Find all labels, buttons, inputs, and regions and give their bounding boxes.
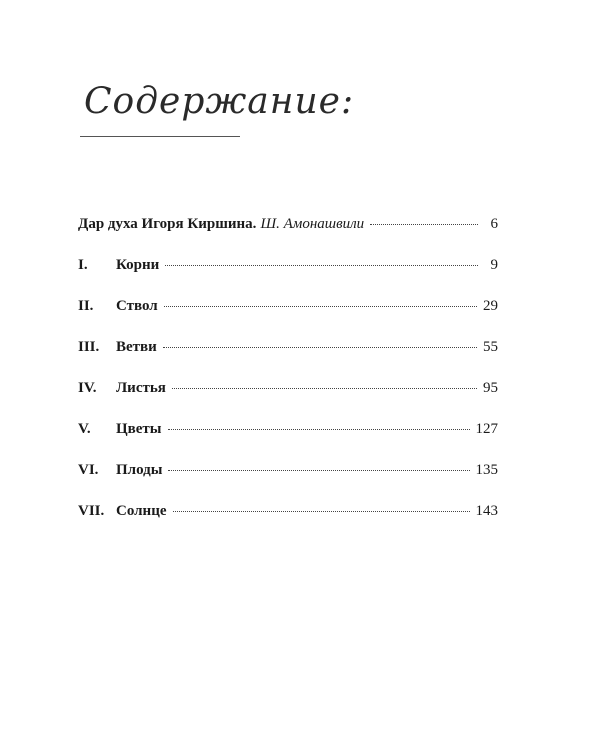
dot-leader	[370, 224, 478, 225]
toc-entry-5[interactable]	[78, 421, 498, 462]
dot-leader	[173, 511, 470, 512]
toc-entry-7[interactable]	[78, 503, 498, 544]
toc-page-number: 95	[483, 380, 498, 396]
chapter-number: I.	[78, 257, 88, 273]
dot-leader	[172, 388, 477, 389]
toc-entry-4[interactable]	[78, 380, 498, 421]
toc-entry-title: Ветви	[116, 339, 157, 355]
title-underline	[80, 136, 240, 137]
toc-entry-title: Ствол	[116, 298, 158, 314]
toc-entry-author: Ш. Амонашвили	[260, 216, 365, 232]
toc-page-number: 6	[490, 216, 498, 232]
toc-entry-3[interactable]	[78, 339, 498, 380]
toc-entry-title: Цветы	[116, 421, 162, 437]
dot-leader	[164, 306, 477, 307]
toc-entry-1[interactable]	[78, 257, 498, 298]
toc-page-number: 135	[475, 462, 498, 478]
table-of-contents	[78, 216, 498, 544]
dot-leader	[168, 470, 469, 471]
chapter-number: VI.	[78, 462, 99, 478]
toc-page-number: 127	[475, 421, 498, 437]
toc-entry-title: Корни	[116, 257, 160, 273]
toc-entry-title: Плоды	[116, 462, 163, 478]
toc-page-number: 143	[475, 503, 498, 519]
page-title: Содержание:	[84, 81, 355, 122]
chapter-number: IV.	[78, 380, 97, 396]
toc-page-number: 9	[490, 257, 498, 273]
toc-entry-intro[interactable]	[78, 216, 498, 257]
dot-leader	[165, 265, 478, 266]
chapter-number: V.	[78, 421, 91, 437]
chapter-number: III.	[78, 339, 100, 355]
chapter-number: VII.	[78, 503, 105, 519]
dot-leader	[168, 429, 470, 430]
dot-leader	[163, 347, 477, 348]
toc-page-number: 29	[483, 298, 498, 314]
toc-page-number: 55	[483, 339, 498, 355]
toc-entry-title: Солнце	[116, 503, 167, 519]
chapter-number: II.	[78, 298, 94, 314]
toc-entry-2[interactable]	[78, 298, 498, 339]
toc-entry-title: Листья	[116, 380, 166, 396]
toc-entry-title: Дар духа Игоря Киршина.	[78, 216, 257, 232]
toc-entry-6[interactable]	[78, 462, 498, 503]
